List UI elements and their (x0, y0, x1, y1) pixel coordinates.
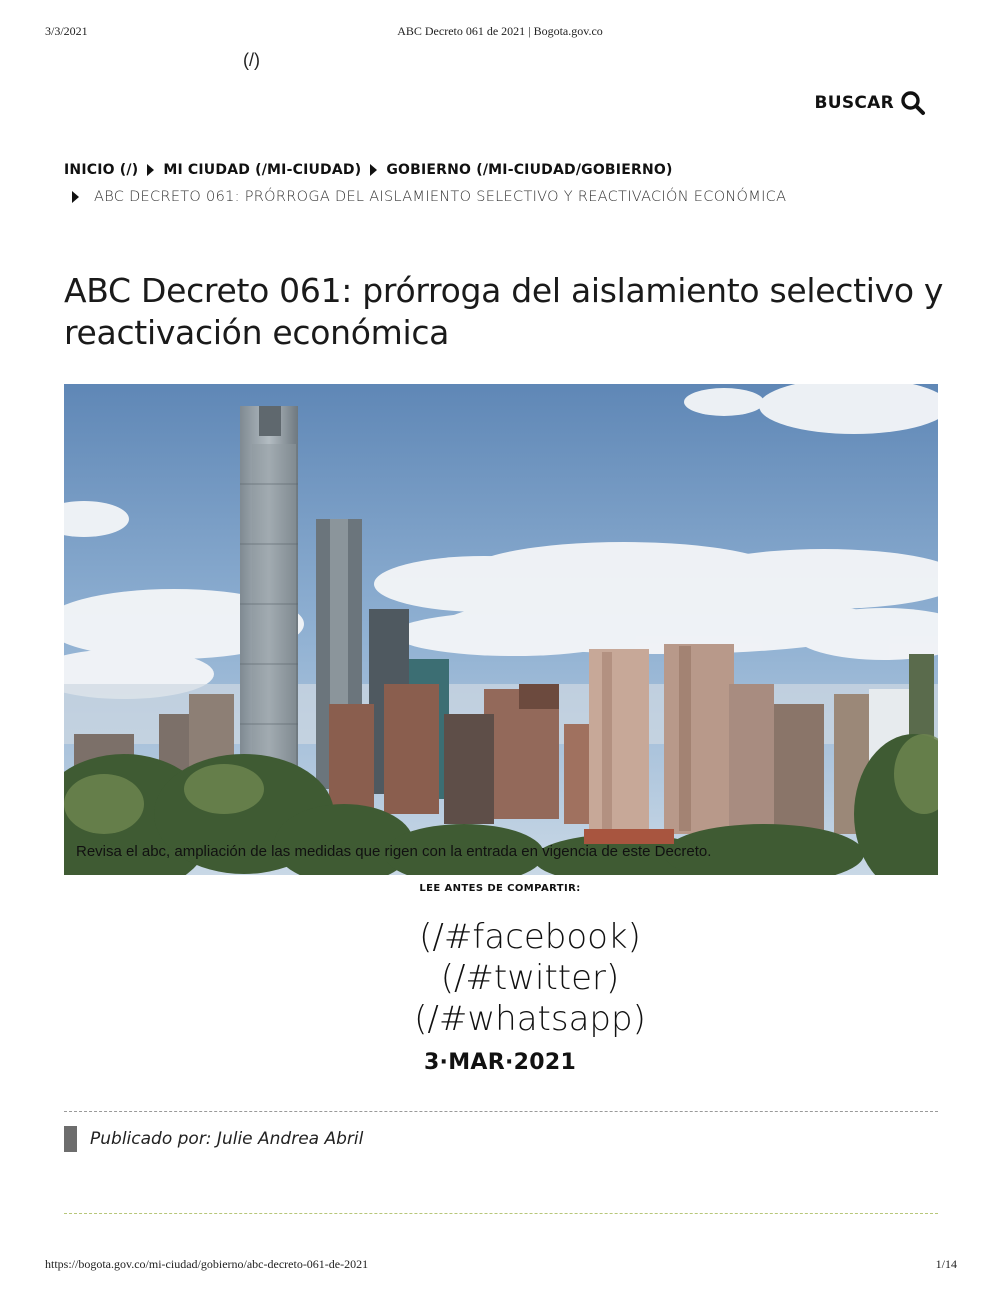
divider (64, 1213, 938, 1214)
author-marker (64, 1126, 77, 1152)
share-whatsapp-link[interactable]: (/#whatsapp) (414, 999, 646, 1039)
author-byline: Publicado por: Julie Andrea Abril (90, 1129, 364, 1149)
image-caption: Revisa el abc, ampliación de las medidas que rigen con la entrada en vigencia de este Decreto. (76, 843, 712, 860)
divider (64, 1111, 938, 1112)
hero-image (64, 384, 938, 875)
print-footer-url: https://bogota.gov.co/mi-ciudad/gobierno/abc-decreto-061-de-2021 (45, 1257, 369, 1271)
caret-right-icon (147, 164, 154, 176)
print-page-number: 1/14 (935, 1257, 957, 1271)
breadcrumb-mi-ciudad[interactable]: MI CIUDAD (/MI-CIUDAD) (163, 162, 362, 178)
search-label: BUSCAR (814, 93, 894, 113)
breadcrumb-inicio[interactable]: INICIO (/) (64, 162, 139, 178)
home-link[interactable]: (/) (243, 50, 260, 70)
share-twitter-link[interactable]: (/#twitter) (440, 958, 620, 998)
publication-date: 3·MAR·2021 (423, 1050, 577, 1075)
share-label: LEE ANTES DE COMPARTIR: (419, 883, 581, 894)
search-button[interactable] (814, 90, 926, 116)
share-facebook-link[interactable]: (/#facebook) (419, 917, 641, 957)
caret-right-icon (370, 164, 377, 176)
breadcrumb-gobierno[interactable]: GOBIERNO (/MI-CIUDAD/GOBIERNO) (386, 162, 673, 178)
breadcrumb-current-label: ABC DECRETO 061: PRÓRROGA DEL AISLAMIENTO SELECTIVO Y REACTIVACIÓN ECONÓMICA (94, 189, 787, 205)
page-title: ABC Decreto 061: prórroga del aislamiento selectivo y reactivación económica (64, 271, 944, 352)
city-skyline-illustration (64, 384, 938, 875)
caret-right-icon (72, 191, 79, 203)
breadcrumb-current (72, 189, 786, 205)
search-icon (900, 90, 926, 116)
print-page-title: ABC Decreto 061 de 2021 | Bogota.gov.co (397, 24, 603, 38)
print-date: 3/3/2021 (45, 24, 88, 38)
breadcrumb (64, 162, 673, 178)
